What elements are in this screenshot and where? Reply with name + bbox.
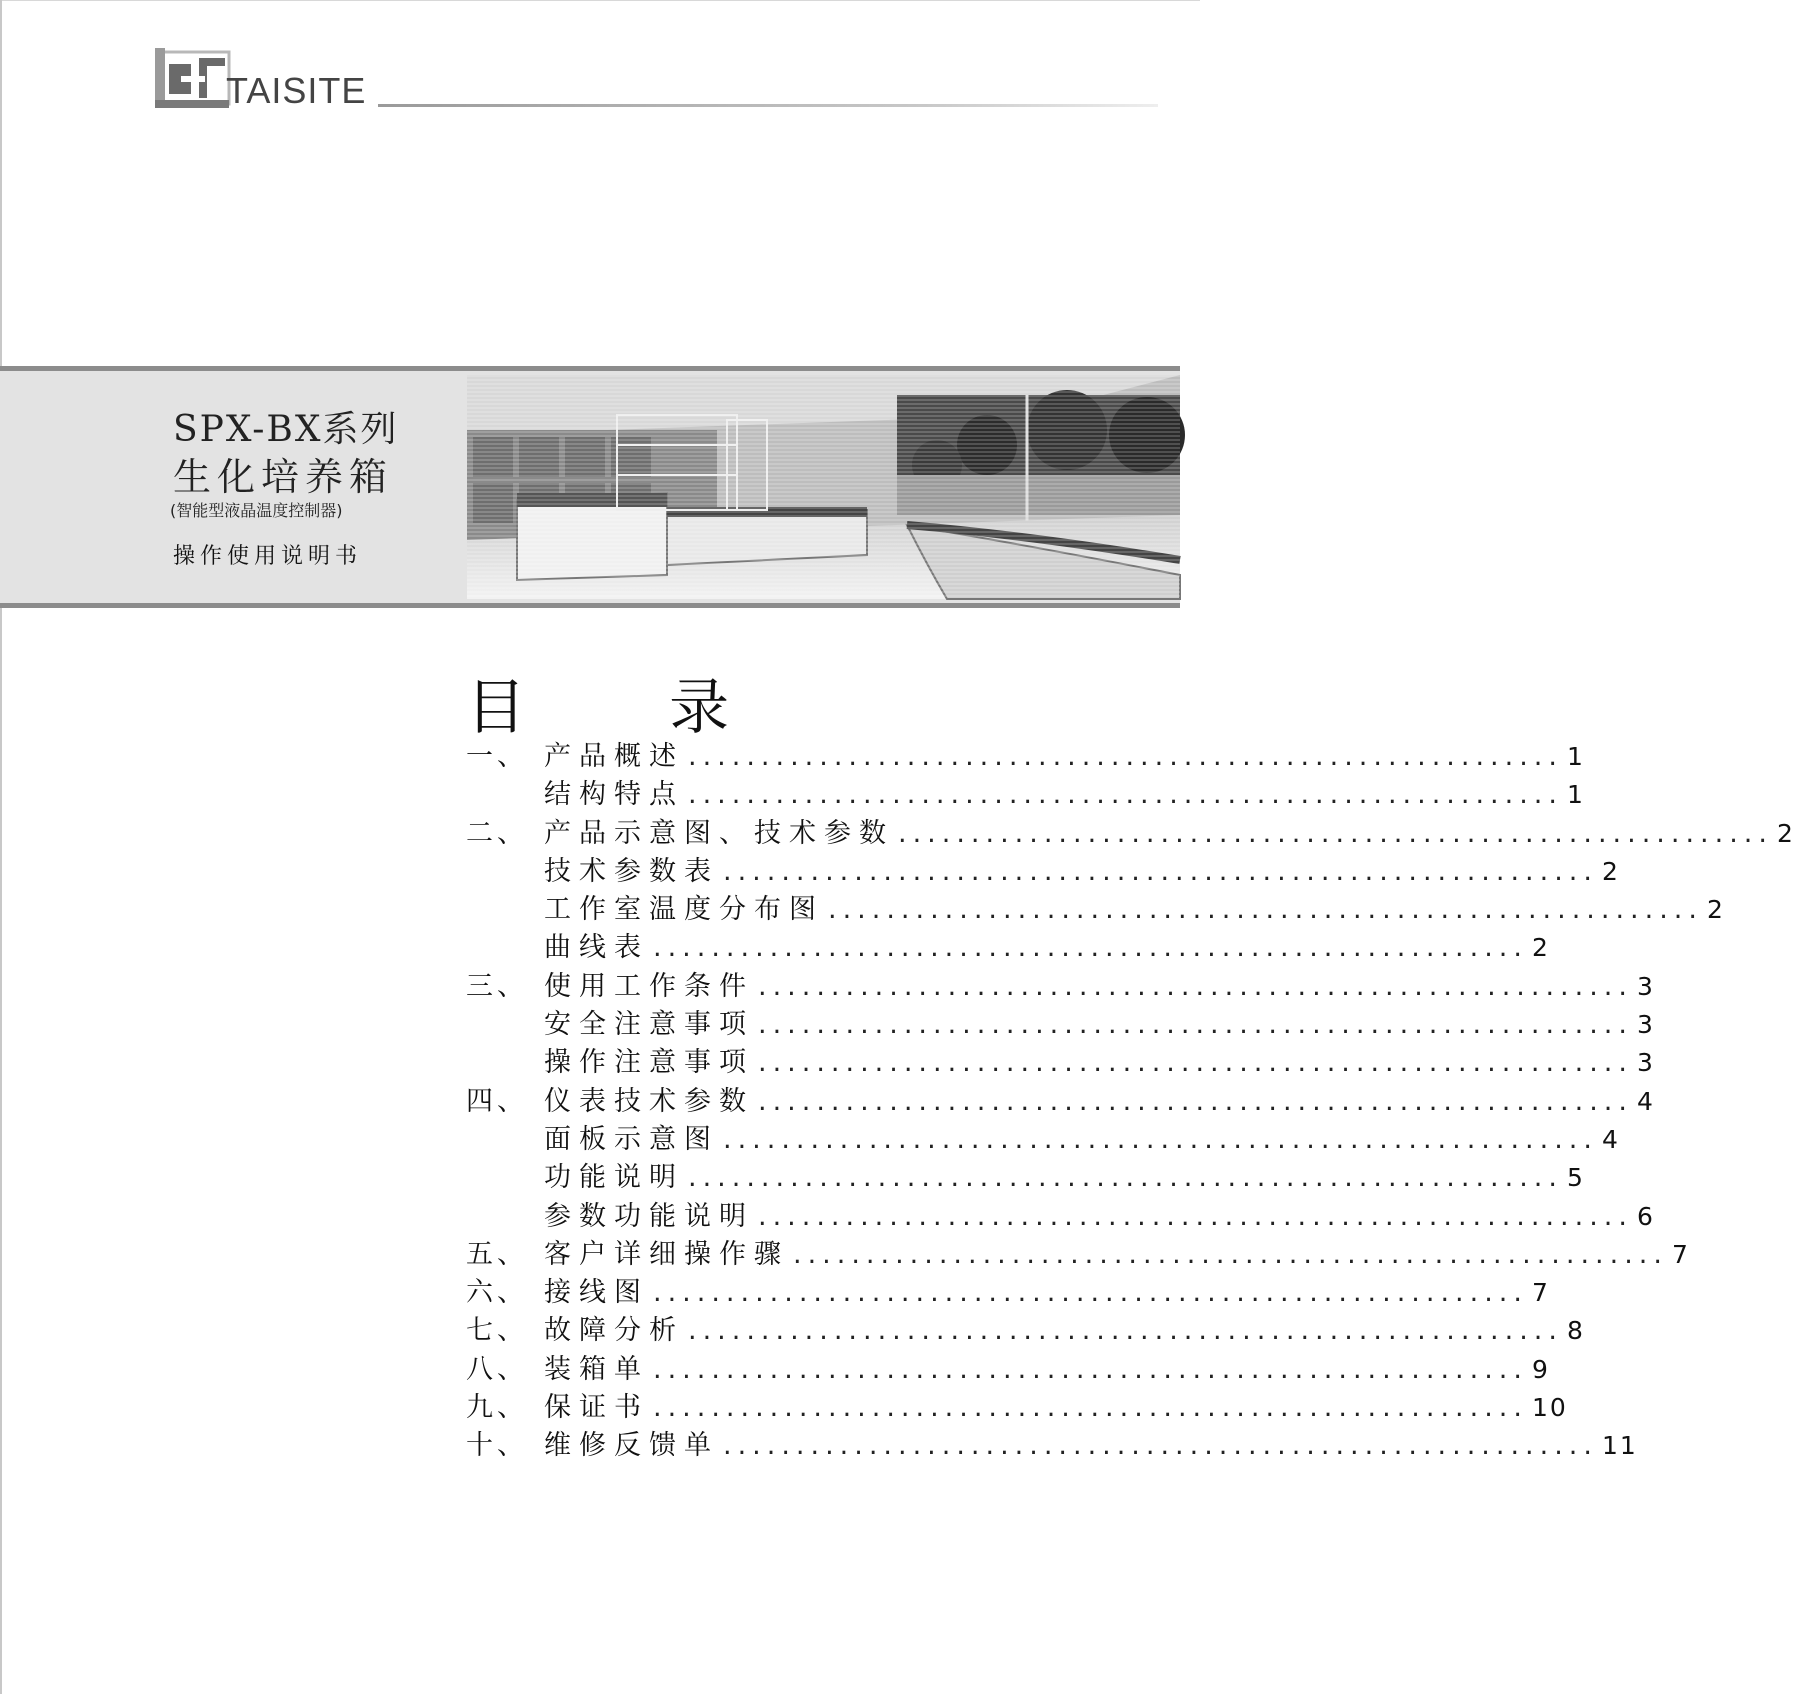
toc-entry-label: 面板示意图 [544, 1123, 719, 1155]
toc-leader-dots: ............................................................ [828, 894, 1703, 926]
toc-entry [466, 1155, 1585, 1194]
toc-entry [466, 1117, 1620, 1155]
toc-title: 目 录 [466, 673, 792, 743]
toc-entry-page: 3 [1636, 971, 1655, 1001]
toc-entry [466, 1423, 1638, 1462]
toc-entry [466, 1385, 1568, 1424]
top-border [0, 0, 1200, 1]
toc-entry-page: 8 [1566, 1316, 1585, 1346]
toc-leader-dots: ............................................................ [758, 1200, 1633, 1232]
toc-entry [466, 1002, 1655, 1041]
toc-entry-label: 客户详细操作骤 [544, 1238, 789, 1270]
toc-leader-dots: ............................................................ [688, 1162, 1563, 1194]
toc-entry [466, 887, 1725, 926]
toc-entry-label: 参数功能说明 [544, 1200, 754, 1232]
toc-entry-label: 接线图 [544, 1277, 649, 1309]
toc-entry-number: 三、 [466, 970, 528, 1002]
toc-leader-dots: ............................................................ [688, 1315, 1563, 1347]
toc-entry-page: 1 [1566, 780, 1585, 810]
toc-entry-label: 产品概述 [544, 741, 684, 772]
toc-entry-page: 3 [1636, 1010, 1655, 1040]
toc-entry-page: 3 [1636, 1048, 1655, 1078]
toc-entry-page: 7 [1531, 1278, 1550, 1308]
toc-entry-page: 2 [1531, 933, 1550, 963]
toc-entry-label: 功能说明 [544, 1162, 684, 1194]
toc-entry-label: 曲线表 [544, 932, 649, 964]
toc-entry-page: 7 [1671, 1239, 1690, 1269]
toc-entry-number: 七、 [466, 1315, 528, 1347]
toc-leader-dots: ............................................................ [758, 970, 1633, 1002]
toc-leader-dots: ............................................................ [653, 932, 1528, 964]
toc-entry-label: 安全注意事项 [544, 1009, 754, 1041]
toc-entry-page: 5 [1566, 1163, 1585, 1193]
company-logo [155, 42, 385, 114]
toc-entry-page: 6 [1636, 1201, 1655, 1231]
toc-leader-dots: ............................................................ [758, 1085, 1633, 1117]
toc-entry-number: 六、 [466, 1277, 528, 1309]
toc-leader-dots: ............................................................ [688, 741, 1563, 772]
toc-leader-dots: ............................................................ [723, 1430, 1598, 1462]
toc-entry [466, 1270, 1550, 1309]
toc-entry-label: 故障分析 [544, 1315, 684, 1347]
toc-entry-page: 2 [1776, 818, 1795, 848]
toc-entry [466, 811, 1795, 849]
toc-leader-dots: ............................................................ [653, 1392, 1528, 1424]
toc-leader-dots: ............................................................ [793, 1238, 1668, 1270]
toc-entry [466, 1194, 1655, 1232]
toc-entry [466, 1347, 1550, 1385]
title-banner [0, 366, 1180, 608]
toc-entry [466, 772, 1585, 811]
toc-entry [466, 925, 1550, 964]
toc-entry-number: 十、 [466, 1430, 528, 1462]
logo-text: TAISITE [226, 70, 367, 111]
toc-entry-label: 技术参数表 [544, 855, 719, 887]
toc-entry-page: 9 [1531, 1354, 1550, 1384]
toc-entry-label: 维修反馈单 [544, 1430, 719, 1462]
toc-entry-page: 1 [1566, 742, 1585, 771]
toc-entry-number: 八、 [466, 1353, 528, 1385]
toc-entry-label: 结构特点 [544, 779, 684, 811]
toc-entry-label: 产品示意图、技术参数 [544, 817, 894, 849]
toc-leader-dots: ............................................................ [653, 1353, 1528, 1385]
toc-entry-number: 二、 [466, 817, 528, 849]
toc-leader-dots: ............................................................ [688, 779, 1563, 811]
toc-entry [466, 734, 1585, 772]
product-name: 生化培养箱 [173, 455, 394, 499]
controller-note: (智能型液晶温度控制器) [170, 501, 343, 520]
header-divider [378, 104, 1158, 107]
toc-entry-label: 工作室温度分布图 [544, 894, 824, 926]
toc-entry-label: 操作注意事项 [544, 1047, 754, 1079]
toc-entry-number: 五、 [466, 1238, 528, 1270]
toc-leader-dots: ............................................................ [898, 817, 1773, 849]
toc-entry-page: 11 [1601, 1431, 1638, 1461]
laboratory-photo [467, 375, 1180, 599]
toc-entry-page: 4 [1636, 1086, 1655, 1116]
toc-entry-page: 2 [1601, 856, 1620, 886]
taisite-logo-icon [155, 42, 235, 114]
toc-entry-label: 使用工作条件 [544, 970, 754, 1002]
toc-entry-label: 保证书 [544, 1392, 649, 1424]
left-border [0, 0, 2, 1694]
toc-entry [466, 1232, 1690, 1270]
toc-entry [466, 1040, 1655, 1079]
toc-entry [466, 964, 1655, 1002]
toc-leader-dots: ............................................................ [723, 1123, 1598, 1155]
toc-entry-number: 四、 [466, 1085, 528, 1117]
toc-list [466, 734, 1795, 1462]
product-series-title: SPX-BX系列 [173, 409, 399, 450]
toc-entry-page: 4 [1601, 1124, 1620, 1154]
toc-leader-dots: ............................................................ [758, 1047, 1633, 1079]
toc-entry [466, 1308, 1585, 1347]
toc-entry-page: 2 [1706, 895, 1725, 925]
toc-entry-page: 10 [1531, 1393, 1568, 1423]
toc-entry-number: 九、 [466, 1392, 528, 1424]
toc-leader-dots: ............................................................ [758, 1009, 1633, 1041]
manual-title: 操作使用说明书 [173, 544, 363, 569]
toc-leader-dots: ............................................................ [653, 1277, 1528, 1309]
toc-entry-label: 仪表技术参数 [544, 1085, 754, 1117]
toc-entry [466, 849, 1620, 887]
toc-leader-dots: ............................................................ [723, 855, 1598, 887]
toc-entry-number: 一、 [466, 741, 528, 772]
toc-entry [466, 1079, 1655, 1117]
toc-entry-label: 装箱单 [544, 1353, 649, 1385]
